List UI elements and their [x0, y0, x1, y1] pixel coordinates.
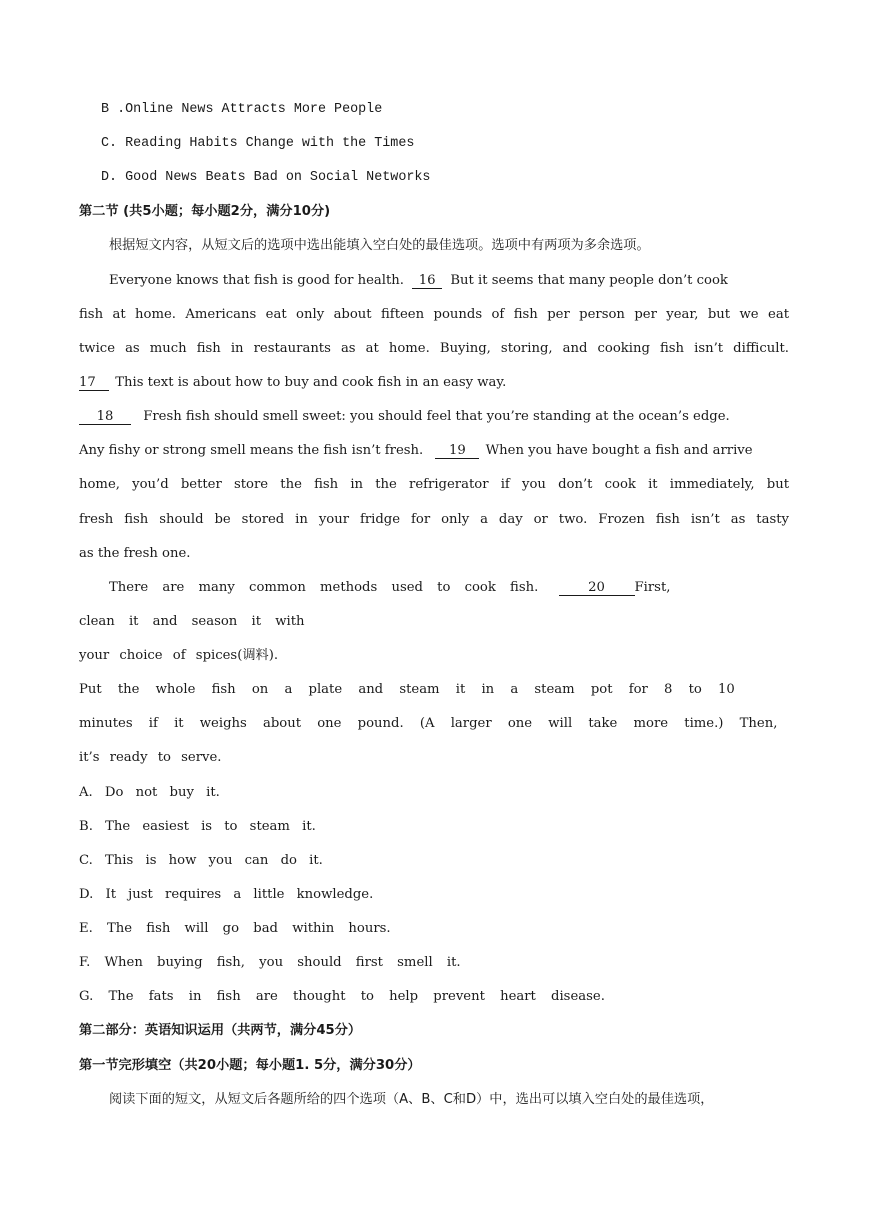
- passage-line: as the fresh one.: [79, 546, 191, 561]
- part2-heading: 第二部分：英语知识运用（共两节，满分45分）: [79, 1023, 362, 1038]
- passage-line: Put the whole fish on a plate and steam it in a steam pot for 8 to 10: [79, 682, 735, 697]
- option-c: C. This is how you can do it.: [79, 853, 323, 868]
- option-b-line: B .Online News Attracts More People: [101, 102, 383, 117]
- section2-instruction: 根据短文内容，从短文后的选项中选出能填入空白处的最佳选项。选项中有两项为多余选项。: [109, 238, 650, 253]
- passage-line: fresh fish should be stored in your fridge for only a day or two. Frozen fish isn’t as tasty: [79, 512, 789, 527]
- blank-16: 16: [412, 273, 442, 289]
- passage-text: There are many common methods used to cook fish.: [109, 580, 539, 595]
- option-g: G. The fats in fish are thought to help prevent heart disease.: [79, 989, 605, 1004]
- passage-line: home, you’d better store the fish in the refrigerator if you don’t cook it immediately, but: [79, 477, 789, 492]
- blank-20: 20: [559, 580, 635, 596]
- passage-line: [79, 408, 730, 426]
- option-f: F. When buying fish, you should first smell it.: [79, 955, 461, 970]
- passage-line: clean it and season it with: [79, 614, 305, 629]
- passage-text: Any fishy or strong smell means the fish isn’t fresh.: [79, 443, 424, 458]
- option-d-line: D. Good News Beats Bad on Social Networks: [101, 170, 431, 185]
- option-b: B. The easiest is to steam it.: [79, 819, 316, 834]
- passage-text: This text is about how to buy and cook fish in an easy way.: [115, 375, 507, 390]
- passage-line: it’s ready to serve.: [79, 750, 222, 765]
- passage-line: [79, 442, 753, 460]
- option-d: D. It just requires a little knowledge.: [79, 887, 374, 902]
- passage-line: fish at home. Americans eat only about fifteen pounds of fish per person per year, but we eat: [79, 307, 789, 322]
- passage-text: But it seems that many people don’t cook: [450, 273, 728, 288]
- blank-19: 19: [435, 443, 479, 459]
- passage-text: Everyone knows that fish is good for health.: [109, 273, 404, 288]
- passage-line: your choice of spices(调料).: [79, 648, 279, 663]
- section2-heading: 第二节 (共5小题；每小题2分，满分10分): [79, 204, 331, 219]
- passage-line: twice as much fish in restaurants as at home. Buying, storing, and cooking fish isn’t difficult.: [79, 341, 789, 356]
- blank-18: 18: [79, 409, 131, 425]
- option-a: A. Do not buy it.: [79, 785, 220, 800]
- section1-heading: 第一节完形填空（共20小题；每小题1. 5分，满分30分）: [79, 1058, 421, 1073]
- section1-instruction: 阅读下面的短文，从短文后各题所给的四个选项（A、B、C和D）中，选出可以填入空白处的最佳选项，: [109, 1092, 714, 1107]
- blank-17: 17: [79, 375, 109, 391]
- passage-line: minutes if it weighs about one pound. (A larger one will take more time.) Then,: [79, 716, 778, 731]
- passage-text: When you have bought a fish and arrive: [485, 443, 753, 458]
- passage-line: [79, 374, 506, 392]
- passage-text: Fresh fish should smell sweet: you should feel that you’re standing at the ocean’s edge.: [143, 409, 730, 424]
- passage-line: [109, 272, 728, 290]
- option-c-line: C. Reading Habits Change with the Times: [101, 136, 415, 151]
- passage-line: [109, 579, 670, 597]
- option-e: E. The fish will go bad within hours.: [79, 921, 391, 936]
- passage-text: First,: [634, 580, 671, 595]
